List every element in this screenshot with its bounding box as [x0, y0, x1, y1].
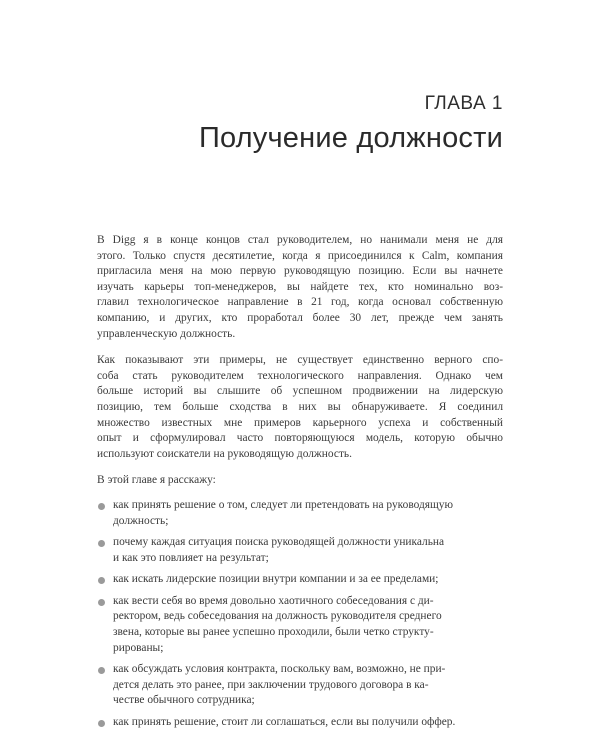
text-line: и как это повлияет на результат;	[113, 551, 269, 564]
text-line: как принять решение, стоит ли соглашаться, если вы получили оффер.	[113, 716, 456, 729]
text-line: как принять решение о том, следует ли претендовать на руководящую	[113, 498, 454, 511]
chapter-number: ГЛАВА 1	[424, 93, 503, 114]
chapter-topics-list	[97, 498, 503, 731]
bullet-icon	[98, 577, 105, 584]
list-item	[97, 535, 503, 566]
text-line: честве обычного сотрудника;	[113, 694, 255, 707]
text-line: В Digg я в конце концов стал руководителем, но нанимали меня не для	[97, 234, 503, 246]
text-line: главил технологическое направление в 21 год, когда основал собственную	[97, 296, 503, 309]
bullet-icon	[98, 667, 105, 674]
bullet-icon	[98, 720, 105, 727]
text-line: звена, которые вы ранее успешно проходили, были четко структу-	[113, 626, 434, 639]
text-line: изучать карьеры топ-менеджеров, вы найдете тех, кто номинально воз-	[97, 280, 503, 293]
chapter-title: Получение должности	[198, 122, 503, 154]
paragraph-2	[97, 353, 503, 462]
text-line: этого. Только спустя десятилетие, когда я присоединился к Calm, компания	[97, 249, 503, 262]
bullet-icon	[98, 503, 105, 510]
text-line: используют соискатели на руководящую должность.	[97, 447, 352, 460]
list-intro: В этой главе я расскажу:	[97, 474, 216, 487]
text-line: должность;	[113, 514, 169, 527]
bullet-icon	[98, 599, 105, 606]
text-line: как обсуждать условия контракта, поскольку вам, возможно, не при-	[113, 663, 446, 676]
paragraph-1	[97, 233, 503, 342]
list-item	[97, 594, 503, 656]
text-line: Как показывают эти примеры, не существует единственно верного спо-	[97, 354, 503, 367]
text-line: компанию, и других, кто проработал более 30 лет, прежде чем занять	[97, 311, 503, 324]
text-line: как искать лидерские позиции внутри компании и за ее пределами;	[113, 573, 439, 586]
list-item	[97, 715, 503, 731]
text-line: ректором, ведь собеседования на должность руководителя среднего	[113, 610, 442, 623]
list-item	[97, 662, 503, 709]
text-line: почему каждая ситуация поиска руководящей должности уникальна	[113, 536, 445, 549]
list-item	[97, 498, 503, 529]
bullet-icon	[98, 540, 105, 547]
text-line: как вести себя во время довольно хаотичного собеседования с ди-	[113, 594, 434, 607]
text-line: рированы;	[113, 641, 164, 654]
text-line: пригласила меня на мою первую руководящую позицию. Если вы начнете	[97, 265, 503, 278]
text-line: опыт и сформулировал часто повторяющуюся модель, которую обычно	[97, 432, 503, 445]
text-line: больше историй вы слышите об успешном продвижении на лидерскую	[97, 385, 503, 398]
text-line: множество известных мне примеров карьерного успеха и собственный	[97, 416, 503, 429]
text-line: дется делать это ранее, при заключении трудового договора в ка-	[113, 678, 429, 691]
chapter-body	[97, 233, 503, 737]
text-line: соба стать руководителем технологического направления. Однако чем	[97, 369, 503, 382]
text-line: управленческую должность.	[97, 327, 236, 340]
list-item	[97, 572, 503, 588]
text-line: позицию, тем больше сходства в них вы обнаруживаете. Я соединил	[97, 400, 503, 413]
